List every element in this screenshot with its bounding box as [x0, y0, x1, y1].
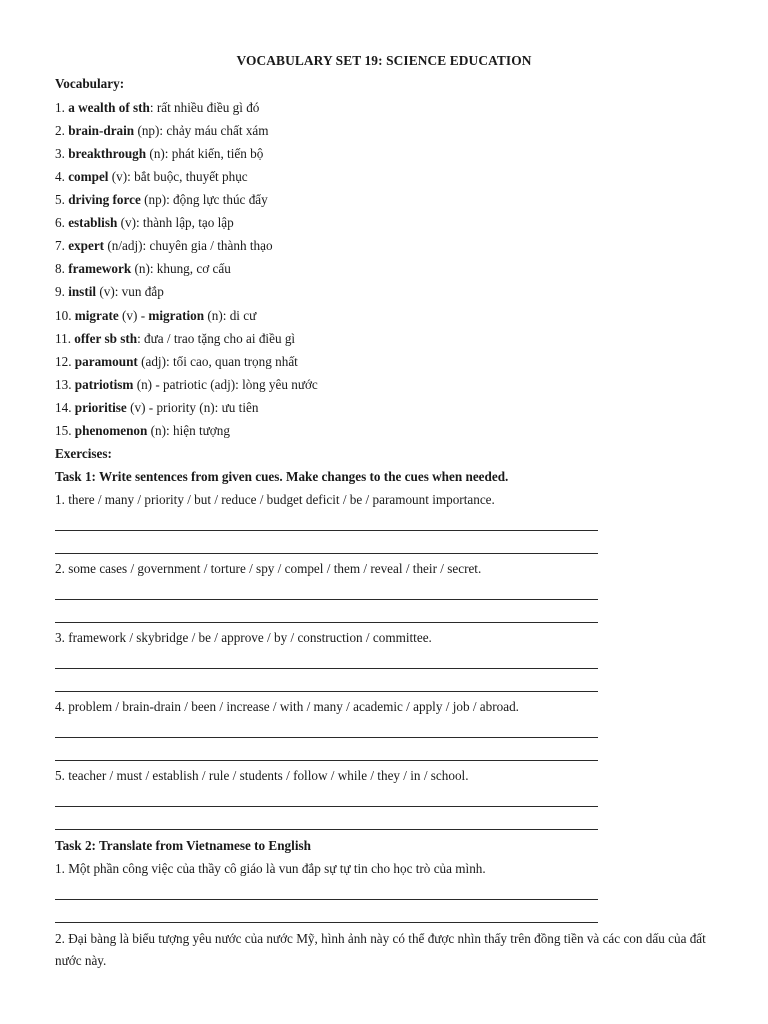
vocab-definition: (v) - [118, 308, 149, 323]
vocab-definition: : rất nhiều điều gì đó [149, 100, 260, 115]
vocabulary-heading: Vocabulary: [55, 76, 125, 91]
vocab-item [55, 100, 259, 116]
task1-item: 1. there / many / priority / but / reduce / budget deficit / be / paramount importance. [55, 492, 495, 507]
vocab-term: instil [68, 284, 97, 299]
exercises-heading: Exercises: [55, 446, 112, 461]
vocab-definition: (v): thành lập, tạo lập [117, 215, 234, 230]
vocab-item [55, 354, 298, 370]
vocab-item [55, 261, 231, 277]
vocab-definition: (np): động lực thúc đẩy [140, 192, 268, 207]
answer-line[interactable] [55, 691, 598, 692]
vocab-term: prioritise [74, 400, 127, 415]
vocab-number: 2. [55, 123, 65, 138]
task2-item: 1. Một phần công việc của thầy cô giáo là vun đắp sự tự tin cho học trò của mình. [55, 861, 486, 876]
vocab-item [55, 377, 318, 393]
vocab-definition: (np): chảy máu chất xám [134, 123, 269, 138]
vocab-number: 8. [55, 261, 65, 276]
vocab-item [55, 331, 295, 347]
vocab-term: framework [68, 261, 132, 276]
vocab-definition: (n): di cư [204, 308, 257, 323]
answer-line[interactable] [55, 899, 598, 900]
vocab-term: offer sb sth [74, 331, 138, 346]
vocab-term: driving force [68, 192, 141, 207]
vocab-number: 15. [55, 423, 72, 438]
vocab-term: phenomenon [74, 423, 148, 438]
answer-line[interactable] [55, 599, 598, 600]
answer-line[interactable] [55, 622, 598, 623]
page-title: VOCABULARY SET 19: SCIENCE EDUCATION [236, 53, 532, 68]
vocab-definition: (n/adj): chuyên gia / thành thạo [104, 238, 273, 253]
vocab-number: 10. [55, 308, 72, 323]
vocab-definition: : đưa / trao tặng cho ai điều gì [137, 331, 296, 346]
vocab-term: a wealth of sth [68, 100, 150, 115]
answer-line[interactable] [55, 760, 598, 761]
vocab-term: compel [68, 169, 109, 184]
vocab-definition: (v) - priority (n): ưu tiên [126, 400, 259, 415]
answer-line[interactable] [55, 668, 598, 669]
vocab-definition: (n): phát kiến, tiến bộ [146, 146, 264, 161]
vocab-item [55, 284, 164, 300]
vocab-term: establish [68, 215, 118, 230]
vocab-term: patriotism [74, 377, 134, 392]
vocab-definition: (adj): tối cao, quan trọng nhất [137, 354, 298, 369]
vocab-term: brain-drain [68, 123, 135, 138]
vocab-item [55, 192, 268, 208]
answer-line[interactable] [55, 553, 598, 554]
answer-line[interactable] [55, 530, 598, 531]
vocab-number: 7. [55, 238, 65, 253]
vocab-item [55, 146, 263, 162]
vocab-number: 12. [55, 354, 72, 369]
vocab-number: 14. [55, 400, 72, 415]
vocab-item [55, 308, 256, 324]
answer-line[interactable] [55, 806, 598, 807]
vocab-term: expert [68, 238, 105, 253]
vocab-definition: (n): hiện tượng [147, 423, 230, 438]
vocab-item [55, 400, 258, 416]
vocab-item [55, 123, 269, 139]
vocab-number: 11. [55, 331, 71, 346]
task2-heading: Task 2: Translate from Vietnamese to English [55, 838, 311, 853]
vocab-item [55, 423, 230, 439]
task1-item: 2. some cases / government / torture / spy / compel / them / reveal / their / secret. [55, 561, 482, 576]
vocab-item [55, 169, 248, 185]
vocab-item [55, 238, 273, 254]
task1-item: 5. teacher / must / establish / rule / students / follow / while / they / in / school. [55, 768, 469, 783]
vocab-term: breakthrough [68, 146, 147, 161]
task1-item: 4. problem / brain-drain / been / increase / with / many / academic / apply / job / abroad. [55, 699, 519, 714]
vocab-number: 9. [55, 284, 65, 299]
vocab-definition: (n): khung, cơ cấu [131, 261, 231, 276]
task1-item: 3. framework / skybridge / be / approve / by / construction / committee. [55, 630, 432, 645]
vocab-definition: (v): vun đắp [96, 284, 164, 299]
vocab-number: 1. [55, 100, 65, 115]
vocab-term: paramount [74, 354, 138, 369]
vocab-definition: (v): bắt buộc, thuyết phục [108, 169, 248, 184]
vocab-definition: (n) - patriotic (adj): lòng yêu nước [133, 377, 318, 392]
vocab-number: 5. [55, 192, 65, 207]
vocab-term: migrate [74, 308, 119, 323]
answer-line[interactable] [55, 829, 598, 830]
vocab-number: 6. [55, 215, 65, 230]
answer-line[interactable] [55, 737, 598, 738]
task1-heading: Task 1: Write sentences from given cues. Make changes to the cues when needed. [55, 469, 509, 484]
vocab-number: 13. [55, 377, 72, 392]
vocab-number: 3. [55, 146, 65, 161]
vocab-item [55, 215, 234, 231]
answer-line[interactable] [55, 922, 598, 923]
vocab-term: migration [148, 308, 205, 323]
vocab-number: 4. [55, 169, 65, 184]
task2-item: 2. Đại bàng là biểu tượng yêu nước của nước Mỹ, hình ảnh này có thể được nhìn thấy trên đồng tiền và các con dấu của đất nước này. [55, 931, 706, 968]
